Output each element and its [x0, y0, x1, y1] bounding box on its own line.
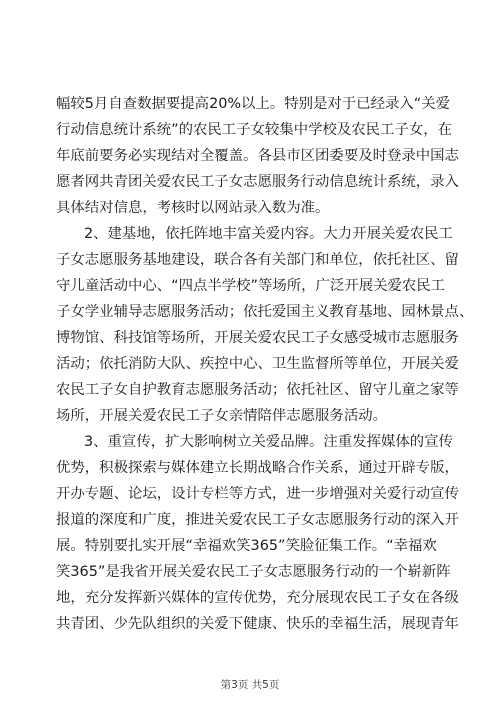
line-text: 优势，积极探索与媒体建立长期战略合作关系，通过开辟专版，: [56, 460, 459, 476]
line-text: 3、重宣传，扩大影响树立关爱品牌。注重发挥媒体的宣传: [84, 434, 453, 450]
paragraph-line: [0, 403, 500, 429]
line-text: 年底前要务必实现结对全覆盖。各县市区团委要及时登录中国志: [56, 148, 459, 164]
line-text: 行动信息统计系统”的农民工子女较集中学校及农民工子女，在: [56, 122, 453, 138]
line-text: 共青团、少先队组织的关爱下健康、快乐的幸福生活，展现青年: [56, 616, 459, 632]
paragraph-line: [0, 195, 500, 221]
paragraph-line: [0, 351, 500, 377]
paragraph-line: [0, 611, 500, 637]
line-text: 笑365”是我省开展关爱农民工子女志愿服务行动的一个崭新阵: [56, 564, 451, 580]
line-text: 2、建基地，依托阵地丰富关爱内容。大力开展关爱农民工: [84, 226, 453, 242]
line-text: 幅较5月自查数据要提高20%以上。特别是对于已经录入“关爱: [56, 96, 450, 112]
paragraph-line: [0, 429, 500, 455]
paragraph-line: [0, 117, 500, 143]
line-text: 开办专题、论坛，设计专栏等方式，进一步增强对关爱行动宣传: [56, 486, 459, 502]
paragraph-line: [0, 169, 500, 195]
line-text: 展。特别要扎实开展“幸福欢笑365”笑脸征集工作。“幸福欢: [56, 538, 437, 554]
line-text: 子女志愿服务基地建设，联合各有关部门和单位，依托社区、留: [56, 252, 459, 268]
paragraph-line: [0, 455, 500, 481]
paragraph-line: [0, 377, 500, 403]
line-text: 报道的深度和广度，推进关爱农民工子女志愿服务行动的深入开: [56, 512, 459, 528]
paragraph-line: [0, 221, 500, 247]
paragraph-line: [0, 299, 500, 325]
line-text: 场所，开展关爱农民工子女亲情陪伴志愿服务活动。: [56, 408, 387, 424]
line-text: 具体结对信息，考核时以网站录入数为准。: [56, 200, 330, 216]
paragraph-line: [0, 325, 500, 351]
paragraph-line: [0, 507, 500, 533]
line-text: 活动；依托消防大队、疾控中心、卫生监督所等单位，开展关爱: [56, 356, 459, 372]
paragraph-line: [0, 481, 500, 507]
paragraph-line: [0, 247, 500, 273]
line-text: 博物馆、科技馆等场所，开展关爱农民工子女感受城市志愿服务: [56, 330, 459, 346]
paragraph-line: [0, 273, 500, 299]
paragraph-line: [0, 585, 500, 611]
paragraph-line: [0, 559, 500, 585]
line-text: 地，充分发挥新兴媒体的宣传优势，充分展现农民工子女在各级: [56, 590, 459, 606]
line-text: 愿者网共青团关爱农民工子女志愿服务行动信息统计系统，录入: [56, 174, 459, 190]
page-number-footer: 第3页 共5页: [220, 679, 280, 691]
paragraph-line: [0, 533, 500, 559]
paragraph-line: [0, 91, 500, 117]
line-text: 子女学业辅导志愿服务活动；依托爱国主义教育基地、园林景点、: [56, 304, 474, 320]
line-text: 农民工子女自护教育志愿服务活动；依托社区、留守儿童之家等: [56, 382, 459, 398]
paragraph-line: [0, 143, 500, 169]
line-text: 守儿童活动中心、“四点半学校”等场所，广泛开展关爱农民工: [56, 278, 446, 294]
